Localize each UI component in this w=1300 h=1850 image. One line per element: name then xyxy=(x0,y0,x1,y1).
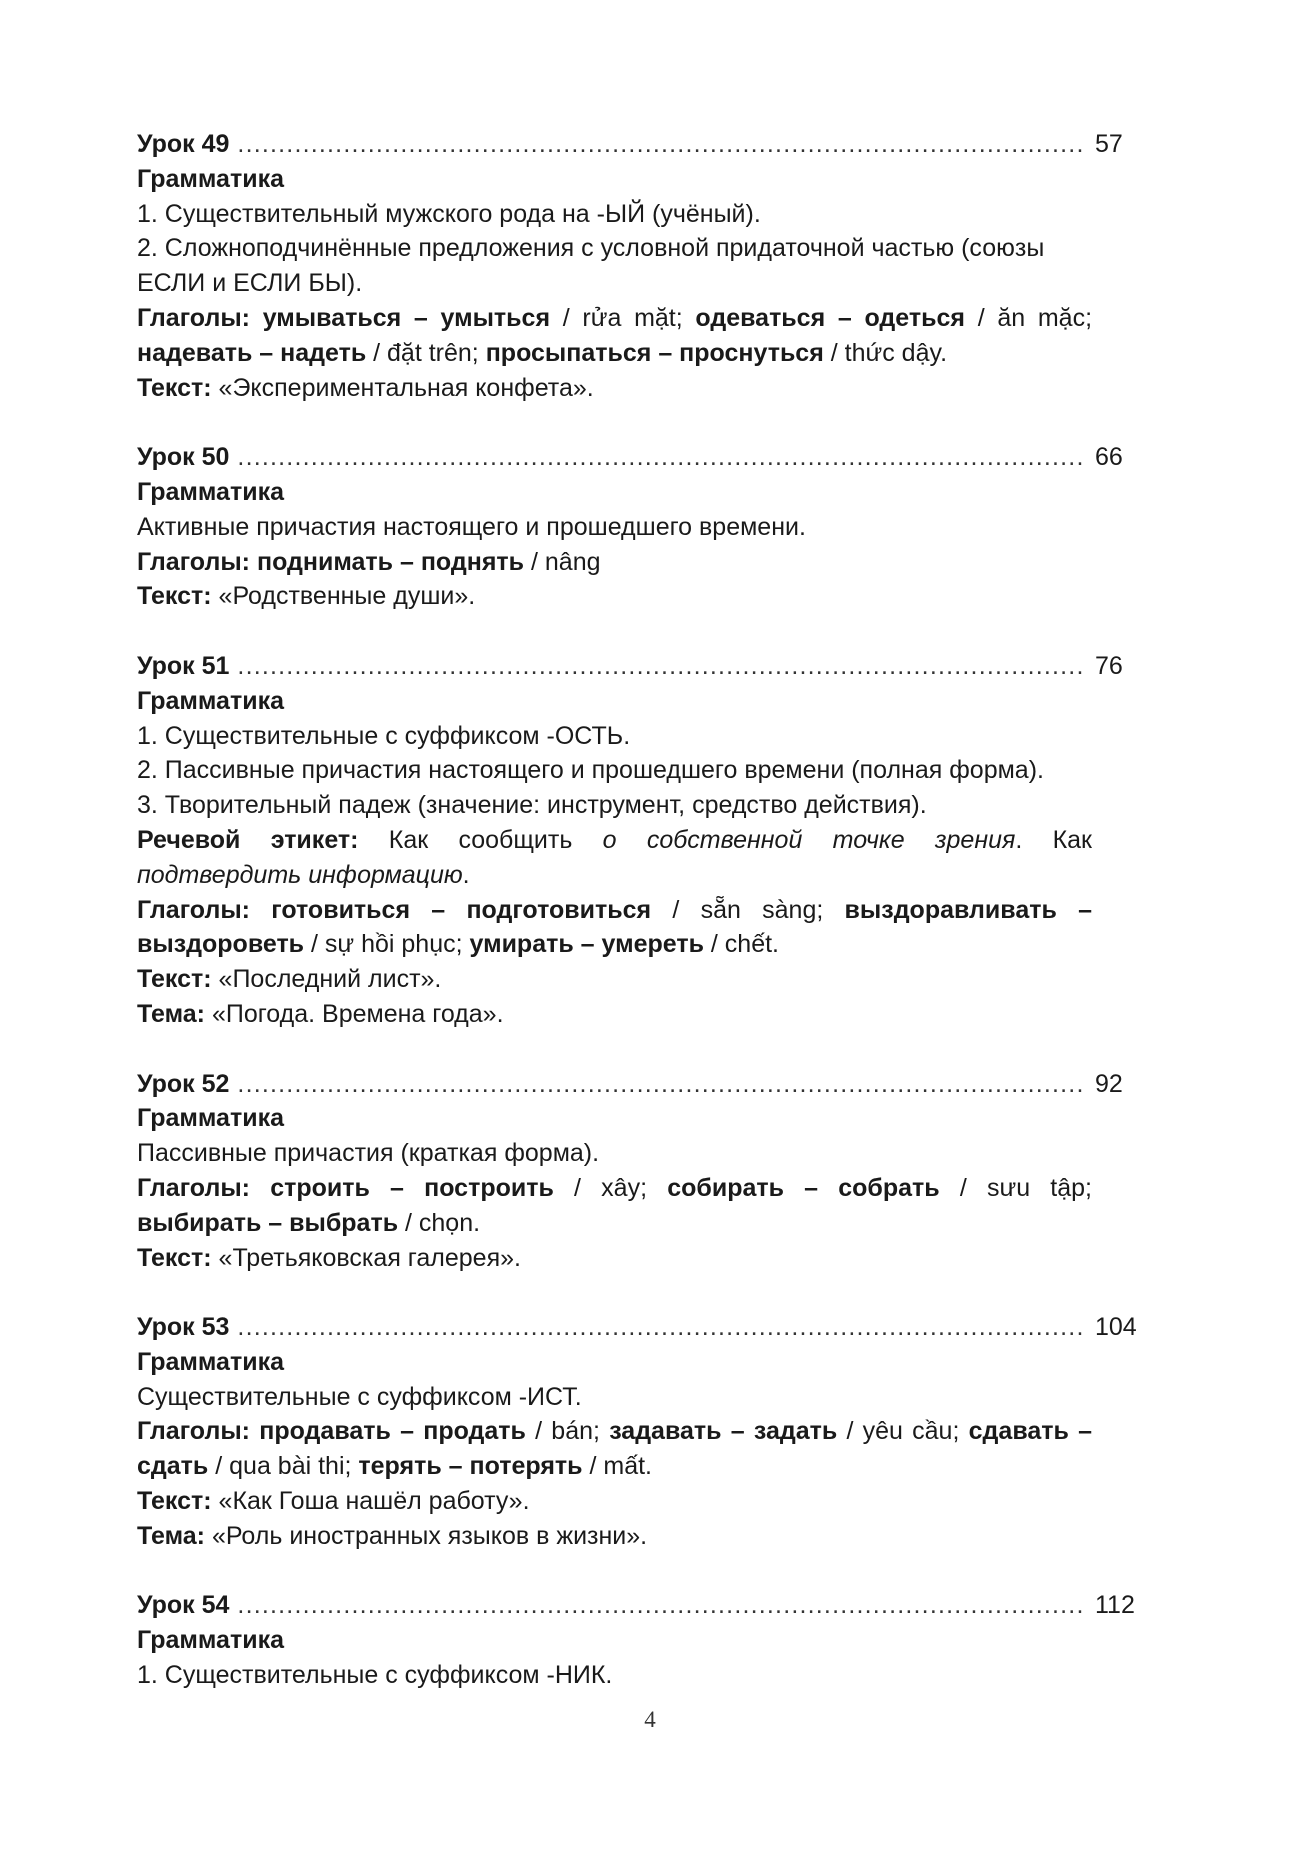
theme-line: Тема: «Роль иностранных языков в жизни». xyxy=(137,1521,648,1550)
dot-leader xyxy=(237,1588,1083,1623)
lesson-header xyxy=(137,1588,1157,1623)
lesson-title: Урок 49 xyxy=(137,130,230,158)
dot-leader xyxy=(237,1067,1083,1102)
lesson-49 xyxy=(137,127,1123,405)
page-footer-number: 4 xyxy=(644,1707,656,1732)
lesson-title: Урок 50 xyxy=(137,443,230,472)
grammar-item: 1. Существительный мужского рода на -ЫЙ (учёный). xyxy=(137,199,761,228)
lesson-header xyxy=(137,1310,1157,1345)
verbs-line: Глаголы: строить – построить / xây; собирать – собрать / sưu tập; xyxy=(137,1173,1092,1202)
page-number: 76 xyxy=(1095,651,1123,680)
page-number: 92 xyxy=(1095,1069,1123,1098)
grammar-heading: Грамматика xyxy=(137,1347,284,1376)
etiquette-line: подтвердить информацию. xyxy=(137,860,470,889)
lesson-52 xyxy=(137,1067,1123,1276)
grammar-heading: Грамматика xyxy=(137,1104,284,1133)
verbs-line: надевать – надеть / đặt trên; просыпаться – проснуться / thức dậy. xyxy=(137,338,948,367)
etiquette-line: Речевой этикет: Как сообщить о собственной точке зрения. Как xyxy=(137,825,1092,854)
verbs-line: Глаголы: поднимать – поднять / nâng xyxy=(137,547,601,576)
theme-line: Тема: «Погода. Времена года». xyxy=(137,999,504,1028)
lesson-header xyxy=(137,440,1157,475)
dot-leader xyxy=(237,649,1083,684)
grammar-item: 1. Существительные с суффиксом -ОСТЬ. xyxy=(137,721,631,750)
grammar-item: ЕСЛИ и ЕСЛИ БЫ). xyxy=(137,269,363,298)
grammar-heading: Грамматика xyxy=(137,1626,284,1655)
grammar-item: 2. Пассивные причастия настоящего и прошедшего времени (полная форма). xyxy=(137,756,1044,785)
lesson-title: Урок 52 xyxy=(137,1069,230,1098)
verbs-line: Глаголы: готовиться – подготовиться / sẵn sàng; выздоравливать – xyxy=(137,895,1093,924)
grammar-item: 2. Сложноподчинённые предложения с условной придаточной частью (союзы xyxy=(137,234,1045,263)
grammar-item: Активные причастия настоящего и прошедшего времени. xyxy=(137,512,806,541)
grammar-item: 1. Существительные с суффиксом -НИК. xyxy=(137,1661,613,1690)
grammar-item: 3. Творительный падеж (значение: инструмент, средство действия). xyxy=(137,791,927,820)
dot-leader xyxy=(237,440,1083,475)
text-line: Текст: «Третьяковская галерея». xyxy=(137,1243,521,1272)
dot-leader xyxy=(237,127,1083,162)
grammar-heading: Грамматика xyxy=(137,164,284,193)
lesson-header xyxy=(137,127,1157,162)
text-line: Текст: «Как Гоша нашёл работу». xyxy=(137,1487,530,1516)
lesson-title: Урок 51 xyxy=(137,651,230,680)
lesson-53 xyxy=(137,1310,1137,1554)
table-of-contents xyxy=(137,127,1137,1728)
lesson-title: Урок 53 xyxy=(137,1313,230,1342)
verbs-line: выбирать – выбрать / chọn. xyxy=(137,1208,481,1237)
grammar-heading: Грамматика xyxy=(137,686,284,715)
lesson-51 xyxy=(137,649,1123,1032)
page-number: 104 xyxy=(1095,1313,1137,1342)
verbs-line: сдать / qua bài thi; терять – потерять / mất. xyxy=(137,1452,652,1481)
grammar-heading: Грамматика xyxy=(137,477,284,506)
text-line: Текст: «Экспериментальная конфета». xyxy=(137,373,594,402)
text-line: Текст: «Родственные души». xyxy=(137,582,476,611)
page-number: 66 xyxy=(1095,443,1123,472)
page-number: 57 xyxy=(1095,130,1123,158)
lesson-50 xyxy=(137,440,1123,614)
lesson-header xyxy=(137,1067,1157,1102)
text-line: Текст: «Последний лист». xyxy=(137,965,442,994)
lesson-title: Урок 54 xyxy=(137,1591,230,1620)
grammar-item: Существительные с суффиксом -ИСТ. xyxy=(137,1382,582,1411)
dot-leader xyxy=(237,1310,1083,1345)
verbs-line: Глаголы: продавать – продать / bán; задавать – задать / yêu cầu; сдавать – xyxy=(137,1417,1092,1446)
verbs-line: выздороветь / sự hồi phục; умирать – умереть / chết. xyxy=(137,930,779,959)
verbs-line: Глаголы: умываться – умыться / rửa mặt; одеваться – одеться / ăn mặc; xyxy=(137,303,1093,332)
lesson-header xyxy=(137,649,1157,684)
grammar-item: Пассивные причастия (краткая форма). xyxy=(137,1139,600,1168)
page-number: 112 xyxy=(1095,1591,1135,1620)
lesson-54 xyxy=(137,1588,1135,1692)
